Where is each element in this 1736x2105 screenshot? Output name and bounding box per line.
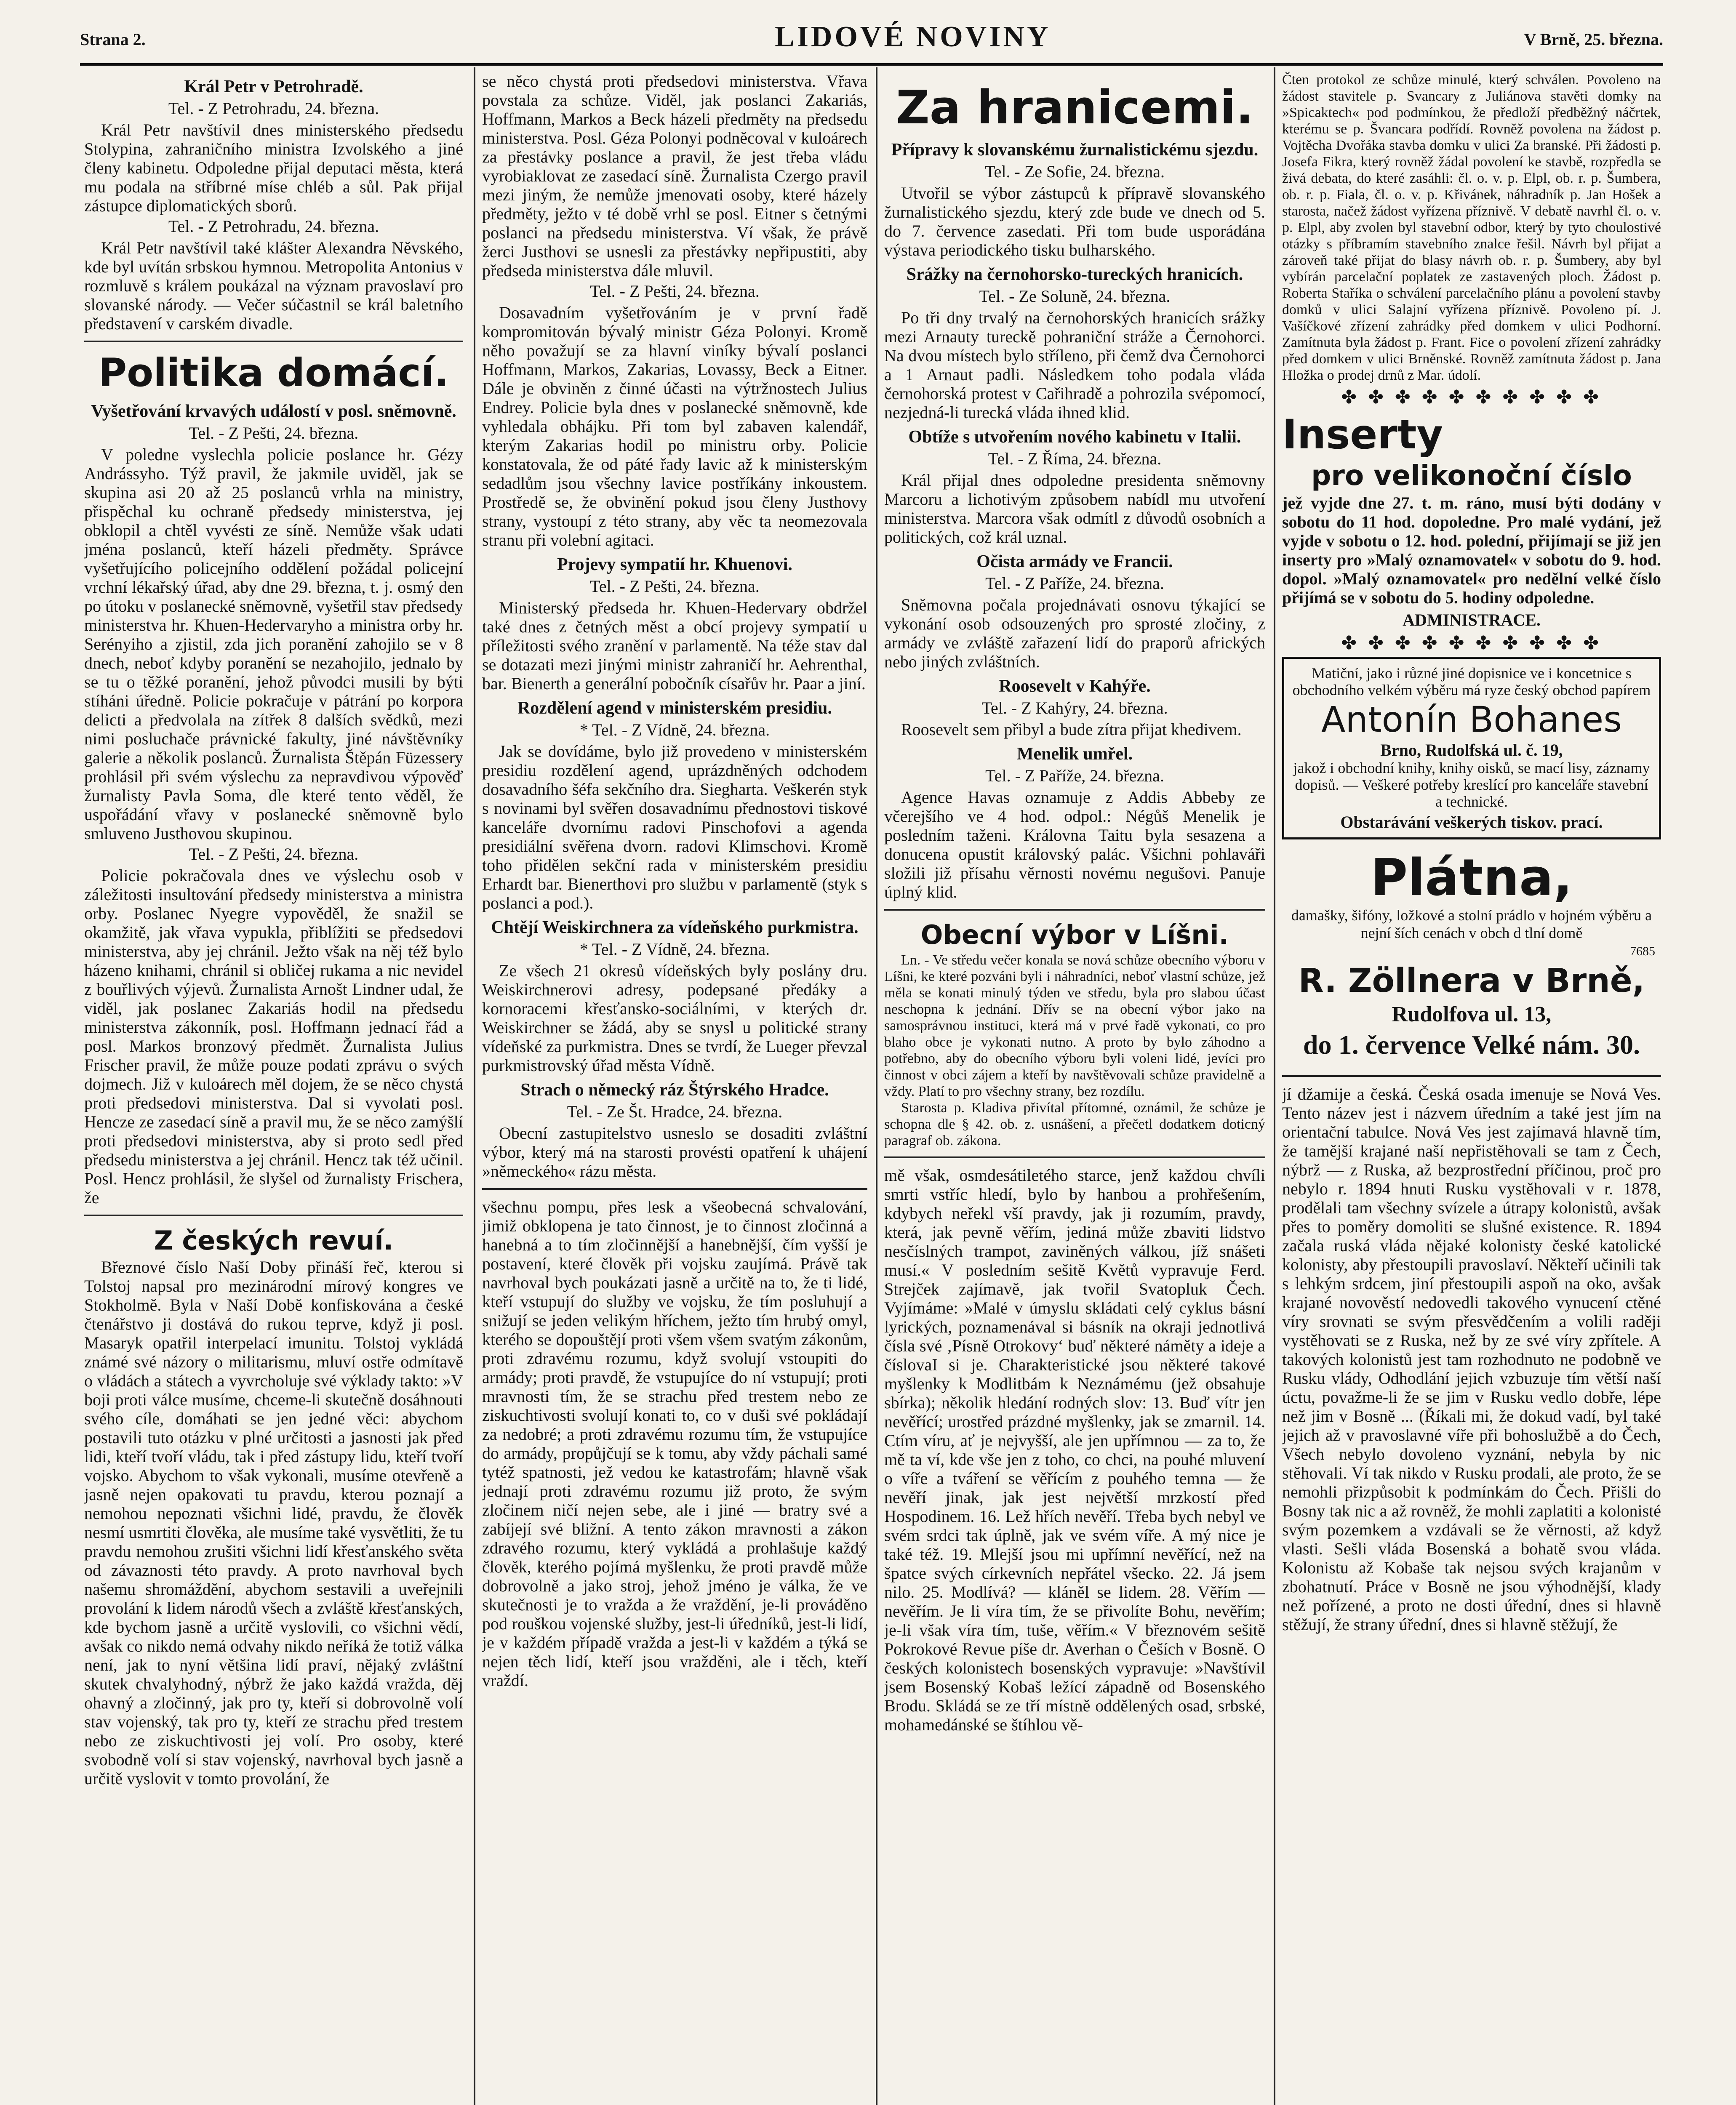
- headline-zurnalisticky: Přípravy k slovanskému žurnalistickému sjezdu.: [891, 140, 1259, 160]
- column-1: [84, 72, 463, 2105]
- article-text: Ln. - Ve středu večer konala se nová schůze obecního výboru v Líšni, ke které pozváni byli i náhradníci, neboť vlastní schůze, jež měla se konati minulý týden ve středu, byla pro slabou účast neschopna k jednání. Dřív se na obecní výbor jako na samosprávnou instituci, která má v prvé řadě vykonati, co pro blaho obce je vykonati nutno. A proto by bylo záhodno a potřebno, aby do obecního výboru byli voleni lidé, jevíci pro činnost v obci zájem a kteří by navštěvovali schůze pravidelně a vždy. Platí to pro všechny strany, bez rozdílu.: [884, 952, 1265, 1099]
- article-text: jí džamije a česká. Česká osada imenuje se Nová Ves. Tento název jest i názvem úředním a také jest jím na orientační tabulce. Nová Ves jest zajímavá hlavně tím, že tamější krajané naší nepřistěhovali se tam z Čech, nýbrž — z Ruska, až bezprostřední příčinou, proč pro nebylo r. 1894 hnuti Rusku vystěhovali v r. 1878, prodělali tam všechny svízele a útrapy kolonistů, avšak přes to poměry domoliti se slušné existence. R. 1894 začala ruská vláda nějaké kolonisty české katolické kolonisty, aby přestoupili pravoslaví. Někteří učinili tak s lehkým srdcem, jiní přestoupili aspoň na oko, avšak krajané novověstí nedovedli takového vynucení ctěné víry srovnati se svým přesvědčením a volili raději vystěhovati se z Ruska, než by ze své víry zpřítele. A takových kolonistů jest tam rozhodnuto ne podobně ve Rusku vlády, Odhodlání jejich vzbuzuje tím větší naší úctu, považme-li že se jim v Rusku vedlo dobře, lépe než jim v Bosně ... (Říkali mi, že dokud vadí, byl také jejich až v pravoslavné víře při bohoslužbě a do Čech, Všech nebylo dovoleno vyznání, nebyla by nic stěhovali. Ví tak nikdo v Rusku prodali, ale proto, že se nemohli přizpůsobit k podmínkám do Čech. Přišli do Bosny tak nic a až rovněž, že mohli zaplatiti a kolonisté svým pozemkem a vzdávali se že věrnosti, až když vlasti. Sešli vláda Bosenská a bohatě svou vláda. Kolonistu až Kobaše tak nejsou svých krajanům v zbohatnutí. Práce v Bosně ne jsou výhodnější, klady než pořízené, a proto ne dosti úřední, dnes si hlavně stěžují, že strany úřední, dnes si hlavně stěžují, že: [1282, 1084, 1661, 1634]
- byline: Tel. - Z Paříže, 24. března.: [985, 574, 1164, 593]
- article-text: Sněmovna počala projednávati osnovu týkající se vykonání osob odsouzených pro sprosté zločiny, z armády ve zvláště zařazení lidí do praporů afrických nebo jiných zvláštních.: [884, 595, 1265, 671]
- article-text: Po tři dny trvalý na černohorských hranicích srážky mezi Arnauty tureckě pohraniční stráže a Černohorci. Na dvou místech bylo stříleno, při čemž dva Černohorci a 1 Arnaut padli. Následkem toho podala vláda černohorská protest v Cařihradě a pohrozila svépomocí, nezjedná-li turecká vláda ihned klid.: [884, 308, 1265, 422]
- article-text: Jak se dovídáme, bylo již provedeno v ministerském presidiu rozdělení agend, uprázdněných odchodem dosavadního šéfa sekčního dra. Siegharta. Veškerén styk s novinami byl svěřen dosavadnímu přednostovi tiskové kanceláře dvornímu radovi Pinschofovi a agenda presidiální svěřena dvorn. radovi Klimschovi. Kromě toho přidělen sekční rada v ministerském presidiu Erhardt bar. Bienerthovi pro službu v parlamentě (styk s poslanci a pod.).: [482, 742, 867, 912]
- byline: Tel. - Z Pešti, 24. března.: [590, 282, 760, 301]
- byline: Tel. - Ze Soluně, 24. března.: [979, 287, 1171, 306]
- section-title-vybor: Obecní výbor v Líšni.: [920, 919, 1229, 950]
- article-text: mě však, osmdesátiletého starce, jenž každou chvíli smrti vstříc hledí, bylo by hanbou a prohřešením, kdybych neřekl vší pravdy, jak ji rozumím, pravdy, která, jak pevně věřím, jediná může zbaviti lidstvo nesčíslných trampot, zaviněných válkou, jíž snášeti musí.« V posledním sešitě Květů vypravuje Ferd. Strejček zajímavě, jak tvořil Svatopluk Čech. Vyjímáme: »Malé v úmyslu skládati celý cyklus básní lyrických, poznamenával si básník na okraji jednotlivá čísla své ‚Písně Otrokovy‘ buď některé náměty a ideje a číslovaI si je. Charakteristické jsou některé takové myšlenky k Modlitbám k Neznámému (jež obsahuje sbírka); několik hledání rodných slov: 13. Buď vítr jen nevěřící; urostřed prázdné myšlenky, jak se zmarnil. 14. Ctím víru, ať je nejvyšší, ale jen upřímnou — za to, že mě ta ví, kde vše jen z toho, co chci, na pouhé mluvení o víře a tváření se věřícím z pouhého temna — že nevěří jinak, jak jest největší mrzkostí před Hospodinem. 16. Lež hřích nevěří. Třeba bych nebyl ve svém srdci tak úplně, jak ve svém víře. A mý nice je také též. 19. Mlejší jsou mi upřímní nevěřící, než na špatce svých církevních nepřátel všecko. 22. Já jsem nilo. 25. Modlívá? — kláněl se lidem. 28. Věřím — nevěřím. Je li víra tím, že se přivolíte Bohu, nevěřím; je-li však víra tím, tuše, věřím.« V březnovém sešitě Pokrokové Revue píše dr. Averhan o Češích v Bosně. O českých kolonistech bosenských vypravuje: »Navštívil jsem Bosenský Kobaš ležící západně od Bosenského Brodu. Skládá se ze tří místně oddělených osad, srbské, mohamedánské se štíhlou vě-: [884, 1166, 1265, 1734]
- article-text: Čten protokol ze schůze minulé, který schválen. Povoleno na žádost stavitele p. Svancary z Juliánova stavěti domky na »Spicaktech« pod podmínkou, že předloží předběžný náčrtek, kterému se p. Švancara podřídí. Rovněž povolena na žádost p. Vojtěcha Dvořáka stavba domku v ulici Za branské. Při žádosti p. Josefa Fikra, který rovněž žádal povolení ke stavbě, rozpředla se živá debata, do které zasáhli: čl. o. v. p. Elpl, ob. r. p. Šumbera, ob. r. p. Fiala, čl. o. v. p. Křivánek, náhradník p. Jan Hošek a starosta, načež žádost vyřízena příznivě. V debatě navrhl čl. o. v. p. Elpl, aby zvolen byl stavební odbor, který by tyto choulostivé otázky s příbramím stavebního znalce řešil. Návrh byl přijat a zároveň také přijat do blasy návrh ob. r. p. Šumbery, aby byl vybírán parcelační poplatek ze zastavených ploch. Žádost p. Roberta Staříka o schválení parcelačního plánu a povolení stavby domků v ulici Salajní vyřízena příznivě. Povoleno pí. J. Vašíčkové zřízení zahrádky před domkem v ulici Podhorní. Zamítnuta byla žádost p. Frant. Fice o povolení zřízení zahrádky před domkem v ulici Brněnské. Rovněž zamítnuta žádost p. Jana Hložka o prodej drnů z Mar. údolí.: [1282, 72, 1661, 383]
- article-text: Policie pokračovala dnes ve výslechu osob v záležitosti insultování předsedy ministerstva a ministra orby. Poslanec Nyegre vypověděl, že snažil se okamžitě, jak vřava vypukla, přiblížiti se předsedovi ministerstva, aby jej chránil. Ježto však na něj též bylo házeno knihami, chránil si obličej rukama a nic nevidel z bouřlivých výjevů. Žurnalista Arnošt Lindner udal, že viděl, jak poslanec Zakariás hodil na předsedu ministerstva zákonník, posl. Hoffmann jednací řád a posl. Markos bronzový předmět. Žurnalista Julius Frischer pravil, že může pouze podati zprávu o svých dojmech. Již v kuloárech měl dojem, že se něco chystá proti předsedovi ministerstva. Dal si vyvolati posl. Hencze ze zasedací síně a pravil mu, že se něco zamýšlí proti předsedovi ministerstva, aby si proto sedl před předsedu ministerstva a jej chránil. Hencz tak též učinil. Posl. Hencz prohlásil, že slyšel od žurnalisty Frischera, že: [84, 866, 463, 1207]
- byline: Tel. - Z Paříže, 24. března.: [985, 766, 1164, 785]
- section-title-politika: Politika domácí.: [98, 350, 449, 395]
- article-text: Dosavadním vyšetřováním je v první řadě kompromitován bývalý ministr Géza Polonyi. Kromě něho považují se za hlavní viníky bývalí poslanci Hoffmann, Markos, Zakarias, Lovassy, Beck a Eitner. Dále je obviněn z činné účasti na výtržnostech Julius Endrey. Policie byla dnes v poslanecké sněmovně, kde vyhledala obhájku. Při tom byl zabaven kalendář, kterým Zakarias hodil po ministru orby. Policie konstatovala, že od páté řady lavic až k ministerským sedadlům jsou všechny lavice postříkány inkoustem. Prostředě se, že obvinění pokud jsou členy Justhovy strany, vystoupí z této strany, aby věc ta neomezovala stranu při volební agitaci.: [482, 303, 867, 549]
- byline: * Tel. - Z Vídně, 24. března.: [579, 940, 770, 959]
- byline: Tel. - Ze Št. Hradce, 24. března.: [567, 1102, 783, 1121]
- headline-francie: Očista armády ve Francii.: [976, 552, 1173, 571]
- column-4: [1282, 72, 1661, 2105]
- section-divider: [84, 341, 463, 342]
- section-divider: [884, 909, 1265, 911]
- masthead: LIDOVÉ NOVINY: [775, 21, 1051, 53]
- column-2: [482, 72, 867, 2105]
- byline: Tel. - Z Pešti, 24. března.: [590, 577, 760, 596]
- article-text: Starosta p. Kladiva přivítal přítomné, oznámil, že schůze je schopna dle § 42. ob. z. usnášení, a přečetl dodatkem doticný paragraf ob. zákona.: [884, 1100, 1265, 1148]
- article-text: Utvořil se výbor zástupců k přípravě slovanského žurnalistického sjezdu, který zde bude ve dnech od 5. do 7. července zasedati. Při tom bude usporádána výstava periodického tisku bulharského.: [884, 184, 1265, 259]
- section-divider: [84, 1215, 463, 1216]
- ad-bohanes-address: Brno, Rudolfská ul. č. 19,: [1380, 741, 1563, 759]
- ad-platna-text: damašky, šifóny, ložkové a stolní prádlo v hojném výběru a nejní ších cenách v obch d tlní domě: [1291, 907, 1652, 941]
- article-text: Král přijal dnes odpoledne presidenta sněmovny Marcoru a lichotivým způsobem nabídl mu utvoření ministerstva. Marcora však odmítl z důvodů osobních a politických, což král uznal.: [884, 471, 1265, 546]
- byline: Tel. - Z Petrohradu, 24. března.: [168, 217, 379, 236]
- page-header: [80, 17, 1663, 63]
- headline-srazky: Srážky na černohorsko-tureckých hranicích.: [906, 265, 1243, 284]
- section-divider: [1282, 1075, 1661, 1077]
- ad-bohanes-text: jakož i obchodní knihy, knihy oisků, se mací lisy, záznamy dopisů. — Veškeré potřeby kreslící pro kanceláře stavební a technické.: [1293, 759, 1650, 810]
- column-rule-2: [876, 67, 877, 2105]
- ad-inserty-title: Inserty: [1282, 411, 1443, 458]
- column-rule-1: [474, 67, 475, 2105]
- byline: Tel. - Z Pešti, 24. března.: [189, 845, 359, 863]
- ad-zollner-name: R. Zöllnera v Brně,: [1298, 962, 1645, 1000]
- byline: * Tel. - Z Vídně, 24. března.: [579, 720, 770, 739]
- article-text: Král Petr navštívil dnes ministerského předsedu Stolypina, zahraničního ministra Izvolského a jiné členy kabinetu. Odpoledne přijal deputaci města, která mu podala na stříbrné míse chléb a sůl. Pak přijal zástupce diplomatických sborů.: [84, 120, 463, 215]
- ad-bohanes-footer: Obstarávání veškerých tiskov. prací.: [1340, 813, 1603, 831]
- article-text: Ze všech 21 okresů vídeňských byly poslány dru. Weiskirchnerovi adresy, podepsané předáky a kornoracemi křesťansko-sociálními, v kterých dr. Weiskirchner se žádá, aby se snysl u politické strany vídeňské za purkmistra. Dnes se tvrdí, že Lueger převzal purkmistrovský úřad města Vídně.: [482, 961, 867, 1075]
- article-text: V poledne vyslechla policie poslance hr. Gézy Andrássyho. Týž pravil, že jakmile uviděl, jak se skupina asi 20 až 25 poslanců vrhla na ministry, přispěchal ku ochraně předsedy ministerstva, jej obklopil a chtěl vyvésti ze síně. Nemůže však udati jména poslanců, kteří házeli předměty. Správce vyšetřujícího policejního oddělení požádal policejní vrchní lékařský úřad, aby dne 29. března, t. j. osmý den po útoku v poslanecké sněmovně, vyšetřil stav předsedy ministerstva hr. Khuen-Hedervaryho a ministra orby hr. Serényiho a zjistil, zda jich poranění zahojilo se v 8 dnech, neboť kdyby poranění se nezahojilo, jednalo by se tu o těžké poranění, jehož původci musili by býti stíháni úředně. Policie pokračuje v pátrání po korpora delicti a předvolala na zítřek 8 dalších svědků, mezi nimi posluchače právnické fakulty, jiné návštěvníky galerie a několik poslanců. Žurnalista Štěpán Füzessery prohlásil při svém výslechu za nepravdivou výpověď žurnalisty Pavla Soma, dle které tento věděl, že uspořádání vřavy v poslanecké sněmovně bylo smluveno Justhovou skupinou.: [84, 445, 463, 843]
- headline-investigation: Vyšetřování krvavých událostí v posl. sněmovně.: [91, 402, 456, 421]
- page-number: Strana 2.: [80, 30, 146, 49]
- article-text: Agence Havas oznamuje z Addis Abbeby ze včerejšího ve 4 hod. odpol.: Négůš Menelik je posledním taženi. Královna Taitu byla sesazena a donucena opustit královský palác. Všichni pohlaváři složili již přísahu věrnosti novému negušovi. Panuje úplný klid.: [884, 788, 1265, 901]
- byline: Tel. - Z Kahýry, 24. března.: [981, 698, 1168, 717]
- byline: Tel. - Z Petrohradu, 24. března.: [168, 99, 379, 118]
- headline-italie: Obtíže s utvořením nového kabinetu v Italii.: [908, 427, 1241, 447]
- header-rule: [80, 63, 1663, 66]
- ad-zollner-address: Rudolfova ul. 13,: [1392, 1002, 1552, 1026]
- headline-king-petr: Král Petr v Petrohradě.: [184, 77, 363, 96]
- section-divider: [482, 1188, 867, 1190]
- byline: Tel. - Z Říma, 24. března.: [988, 449, 1162, 468]
- headline-khuen: Projevy sympatií hr. Khuenovi.: [557, 555, 792, 574]
- article-text: všechnu pompu, přes lesk a všeobecná schvalování, jimiž obklopena je tato činnost, je to činnost zločinná a hanebná a to tím zločinnější a hanebnější, čím vyšší je postavení, které člověk při vojsku zaujímá. Právě tak navrhoval bych poukázati jasně a určitě na to, že ti lidé, kteří vstupují do služby ve vojsku, že tím posluhují a snižují se jeden velikým hříchem, ježto tím hrubý omyl, kterého se dopouštějí proti všem všem svatým zákonům, proti zdravému rozumu, když svolují vstoupiti do armády; proti pravdě, že vstupujíce do ní vstupují; proti mravnosti tím, že se strachu před trestem nebo ze ziskuchtivosti svolují konati to, co v duši své pokládají za nedobré; a proti zdravému rozumu tím, že vstupujíce do armády, propůjčují se k tomu, aby vždy páchali samé tytéž spatnosti, jež vedou ke katastrofám; hlavně však jednají proti zdravému rozumu již proto, že svým zločinem ničí nejen sebe, ale i jiné — bratry své a zabíjejí své bližní. A tento zákon mravnosti a zákon zdravého rozumu, který vykládá a prohlašuje každý člověk, kterého pojímá myšlenku, že proti pravdě může dobrovolně a jako stroj, jehož jméno je válka, že ve skutečnosti je to vražda a že vraždění, je-li prováděno pod rouškou vojenské služby, jest-li úředníků, jest-li lidí, je v každém případě vražda a jest-li v každém a týká se nejen těch lidí, kteří jsou vražděni, ale i těch, kteří vraždí.: [482, 1197, 867, 1690]
- ad-inserty-text: jež vyjde dne 27. t. m. ráno, musí býti dodány v sobotu do 11 hod. dopoledne. Pro malé vydání, jež vyjde v sobotu o 12. hod. polední, přijímají se již jen inserty pro »Malý oznamovatel« v sobotu do 9. hod. dopol. »Malý oznamovatel« pro nedělní velké číslo přijímá se v sobotu do 5. hodiny odpoledne.: [1282, 493, 1661, 607]
- issue-date: V Brně, 25. března.: [1524, 30, 1663, 49]
- article-text: Obecní zastupitelstvo usneslo se dosaditi zvláštní výbor, který má na starosti provésti opatření k uhájení »německého« rázu města.: [482, 1124, 867, 1180]
- article-text: Ministerský předseda hr. Khuen-Hedervary obdržel také dnes z četných měst a obcí projevy sympatií u příležitosti svého zranění v parlamentě. Na téže stav dal se dotazati mezi jinými ministr zahraničí hr. Aehrenthal, bar. Bienerth a generální pobočník císařův hr. Paar a jiní.: [482, 598, 867, 693]
- ad-zollner-footer: do 1. července Velké nám. 30.: [1303, 1030, 1640, 1060]
- ad-bohanes-intro: Matiční, jako i různé jiné dopisnice ve i koncetnice s obchodního velkém výběru má ryze český obchod papírem: [1292, 665, 1651, 698]
- article-text: Král Petr navštívil také klášter Alexandra Něvského, kde byl uvítán srbskou hymnou. Metropolita Antonius v rozmluvě s králem poukázal na význam pravoslaví pro slovanské národy. — Večer súčastnil se král baletního představení v carském divadle.: [84, 238, 463, 333]
- article-text: Roosevelt sem přibyl a bude zítra přijat khedivem.: [901, 720, 1242, 739]
- headline-weiskirchner: Chtějí Weiskirchnera za vídeňského purkmistra.: [491, 918, 859, 937]
- section-title-revue: Z českých revuí.: [154, 1225, 394, 1256]
- section-divider: [884, 1156, 1265, 1158]
- ad-platna-title: Plátna,: [1371, 849, 1573, 907]
- ad-number: 7685: [1630, 944, 1655, 958]
- byline: Tel. - Z Pešti, 24. března.: [189, 424, 359, 442]
- byline: Tel. - Ze Sofie, 24. března.: [984, 162, 1165, 181]
- column-rule-3: [1274, 67, 1275, 2105]
- ad-inserty-sign: ADMINISTRACE.: [1403, 610, 1541, 629]
- headline-roosevelt: Roosevelt v Kahýře.: [999, 677, 1151, 696]
- ornament-divider: ✤ ✤ ✤ ✤ ✤ ✤ ✤ ✤ ✤ ✤: [1341, 387, 1602, 408]
- section-title-hranicemi: Za hranicemi.: [896, 80, 1253, 134]
- ad-zollner: [1282, 844, 1661, 1068]
- headline-strach: Strach o německý ráz Štýrského Hradce.: [520, 1080, 829, 1100]
- headline-menelik: Menelik umřel.: [1016, 744, 1133, 764]
- ad-bohanes-name: Antonín Bohanes: [1321, 699, 1622, 740]
- article-text: Březnové číslo Naší Doby přináší řeč, kterou si Tolstoj napsal pro mezinárodní mírový kongres ve Stokholmě. Byla v Naší Době konfiskována a české čtenářstvo ji dostává do rukou teprve, když ji posl. Masaryk opatřil interpelací imunitu. Tolstoj vykládá známé své názory o militarismu, mluví ostře odmítavě o vládách a státech a vyvrcholuje své výklady takto: »V boji proti válce musíme, chceme-li skutečně dosáhnouti svého cíle, domáhati se jen jedné věci: abychom postavili tuto otázku v plné určitosti a jasnosti jak před lidi, kteří tvoří vládu, tak i před zástupy lidu, kteří tvoří vojsko. Abychom to však vykonali, musíme otevřeně a jasně nejen opakovati tu pravdu, kterou poznají a nemohou nepoznati všichni lidé, pravdu, že člověk nesmí usmrtiti člověka, ale musíme také vysvětliti, že tu pravdu nemohou zrušiti všichni lidí křesťanského světa od závaznosti této pravdy. A proto navrhoval bych našemu shromáždění, abychom sestavili a uveřejnili provolání k lidem národů všech a zvláště křesťanských, kde bychom jasně a určitě vyslovili, co všichni vědí, avšak co nikdo nemá odvahy nikdo neříká že totiž válka není, jak to nyní většina lidí praví, nějaký zvláštní skutek chvalyhodný, nýbrž že jako každá vražda, děj ohavný a zločinný, jak pro ty, kteří si dobrovolně volí stav vojenský, tak pro ty, kteří ze strachu před trestem nebo ze ziskuchtivosti jej volí. Pro osoby, které svobodně volí si stav vojenský, navrhoval bych jasně a určitě vyslovit v tomto provolání, že: [84, 1258, 463, 1788]
- ad-bohanes: [1282, 657, 1661, 839]
- column-3: [884, 72, 1265, 2105]
- headline-rozdeleni: Rozdělení agend v ministerském presidiu.: [517, 698, 832, 718]
- article-text: se něco chystá proti předsedovi ministerstva. Vřava povstala za schůze. Viděl, jak poslanci Zakariás, Hoffmann, Markos a Beck házeli předměty na předsedu ministerstva. Posl. Géza Polonyi podněcoval v kuloárech za přestávky poslance a pravil, že jest třeba vládu vyrobiaklovat ze zasedací síně. Žurnalista Czergo pravil mezi jiným, že nemůže jmenovati osoby, které házely předměty, ježto v té době vrhl se posl. Eitner s četnými poslanci na předsedu ministerstva. Ví však, že právě žerci Justhovi se usnesli za přestávky nepřipustiti, aby předseda ministerstva dále mluvil.: [482, 72, 867, 280]
- ornament-divider: ✤ ✤ ✤ ✤ ✤ ✤ ✤ ✤ ✤ ✤: [1341, 633, 1602, 653]
- ad-inserty-subtitle: pro velikonoční číslo: [1311, 459, 1632, 492]
